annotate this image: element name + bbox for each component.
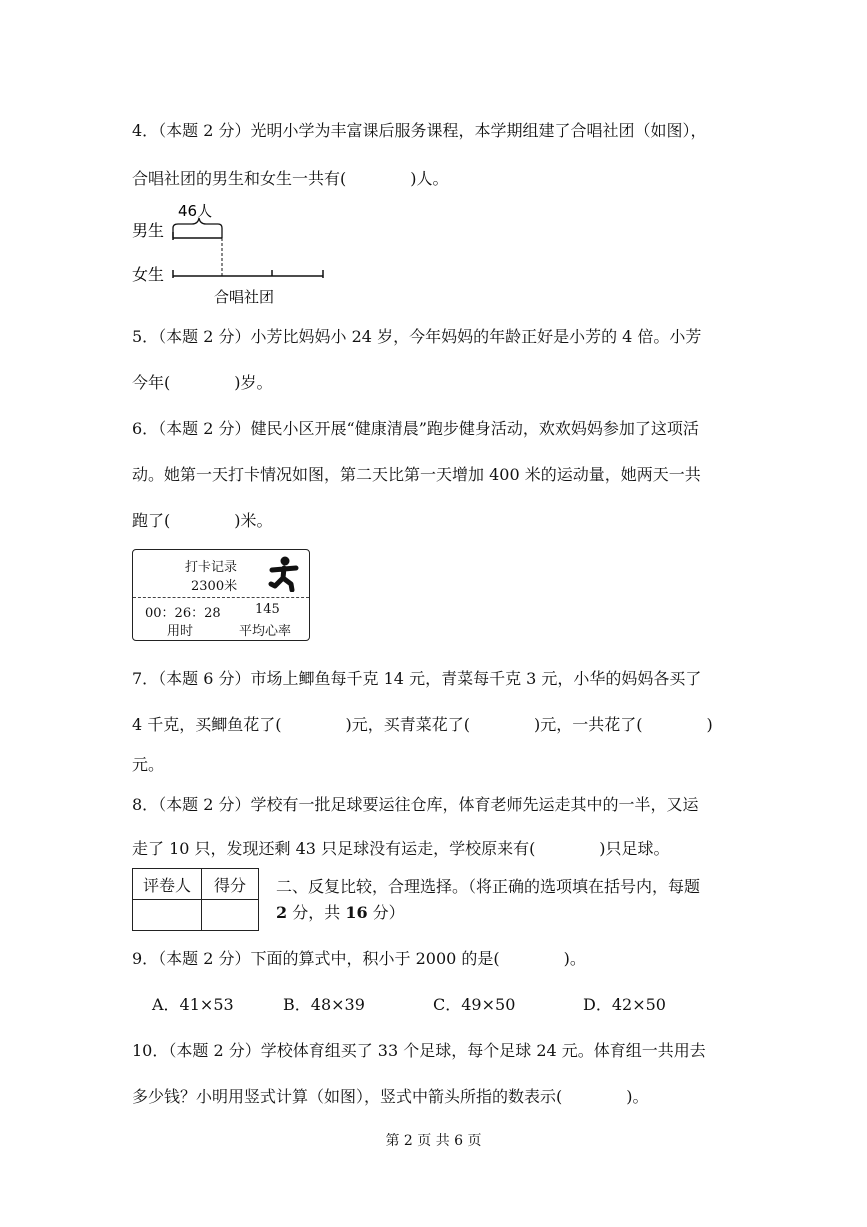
boys-label: 男生 [132,221,165,240]
section2-points: 2 分，共 16 分） [276,903,405,922]
q8-line2: 走了 10 只，发现还剩 43 只足球没有运走，学校原来有( )只足球。 [132,839,670,858]
choir-caption: 合唱社团 [214,288,275,306]
score-header: 得分 [202,869,259,900]
brace [173,218,222,238]
card-time-label: 用时 [167,624,194,639]
q5-line1: 5．（本题 2 分）小芳比妈妈小 24 岁，今年妈妈的年龄正好是小芳的 4 倍。小芳 [132,327,702,346]
checkin-card [132,549,310,641]
q6-line2: 动。她第一天打卡情况如图，第二天比第一天增加 400 米的运动量，她两天一共 [132,465,701,484]
q9-line1: 9．（本题 2 分）下面的算式中，积小于 2000 的是( )。 [132,949,586,968]
grader-cell[interactable] [133,900,202,931]
q9-option-d[interactable]: D．42×50 [583,995,666,1014]
q7-line1: 7．（本题 6 分）市场上鲫鱼每千克 14 元，青菜每千克 3 元，小华的妈妈各买了 [132,669,702,688]
q4-line1: 4．（本题 2 分）光明小学为丰富课后服务课程，本学期组建了合唱社团（如图）， [132,121,707,140]
q9-option-b[interactable]: B．48×39 [283,995,365,1014]
grader-table [132,868,259,931]
q10-line2: 多少钱？小明用竖式计算（如图），竖式中箭头所指的数表示( )。 [132,1087,649,1106]
q6-line3: 跑了( )米。 [132,511,273,530]
grader-header: 评卷人 [133,869,202,900]
q9-option-c[interactable]: C．49×50 [433,995,516,1014]
q5-line2: 今年( )岁。 [132,373,273,392]
q8-line1: 8．（本题 2 分）学校有一批足球要运往仓库，体育老师先运走其中的一半，又运 [132,795,699,814]
runner-icon [267,556,301,592]
girls-label: 女生 [132,265,165,284]
boys-count-label: 46人 [178,202,213,220]
q7-line3: 元。 [132,755,165,774]
q4-line2: 合唱社团的男生和女生一共有( )人。 [132,169,449,188]
q6-line1: 6．（本题 2 分）健民小区开展“健康清晨”跑步健身活动，欢欢妈妈参加了这项活 [132,419,699,438]
card-hr-value: 145 [255,602,280,617]
q10-line1: 10．（本题 2 分）学校体育组买了 33 个足球，每个足球 24 元。体育组一共用去 [132,1041,706,1060]
choir-segment-diagram [130,198,340,308]
card-time-value: 00：26：28 [145,606,221,621]
card-title: 打卡记录 [185,560,238,575]
card-distance: 2300米 [191,579,238,594]
score-cell[interactable] [202,900,259,931]
q7-line2: 4 千克，买鲫鱼花了( )元，买青菜花了( )元，一共花了( ) [132,715,713,734]
card-hr-label: 平均心率 [239,624,292,639]
q9-option-a[interactable]: A．41×53 [152,995,234,1014]
section2-title: 二、反复比较，合理选择。（将正确的选项填在括号内，每题 [276,877,701,896]
page-footer: 第 2 页 共 6 页 [385,1133,482,1149]
